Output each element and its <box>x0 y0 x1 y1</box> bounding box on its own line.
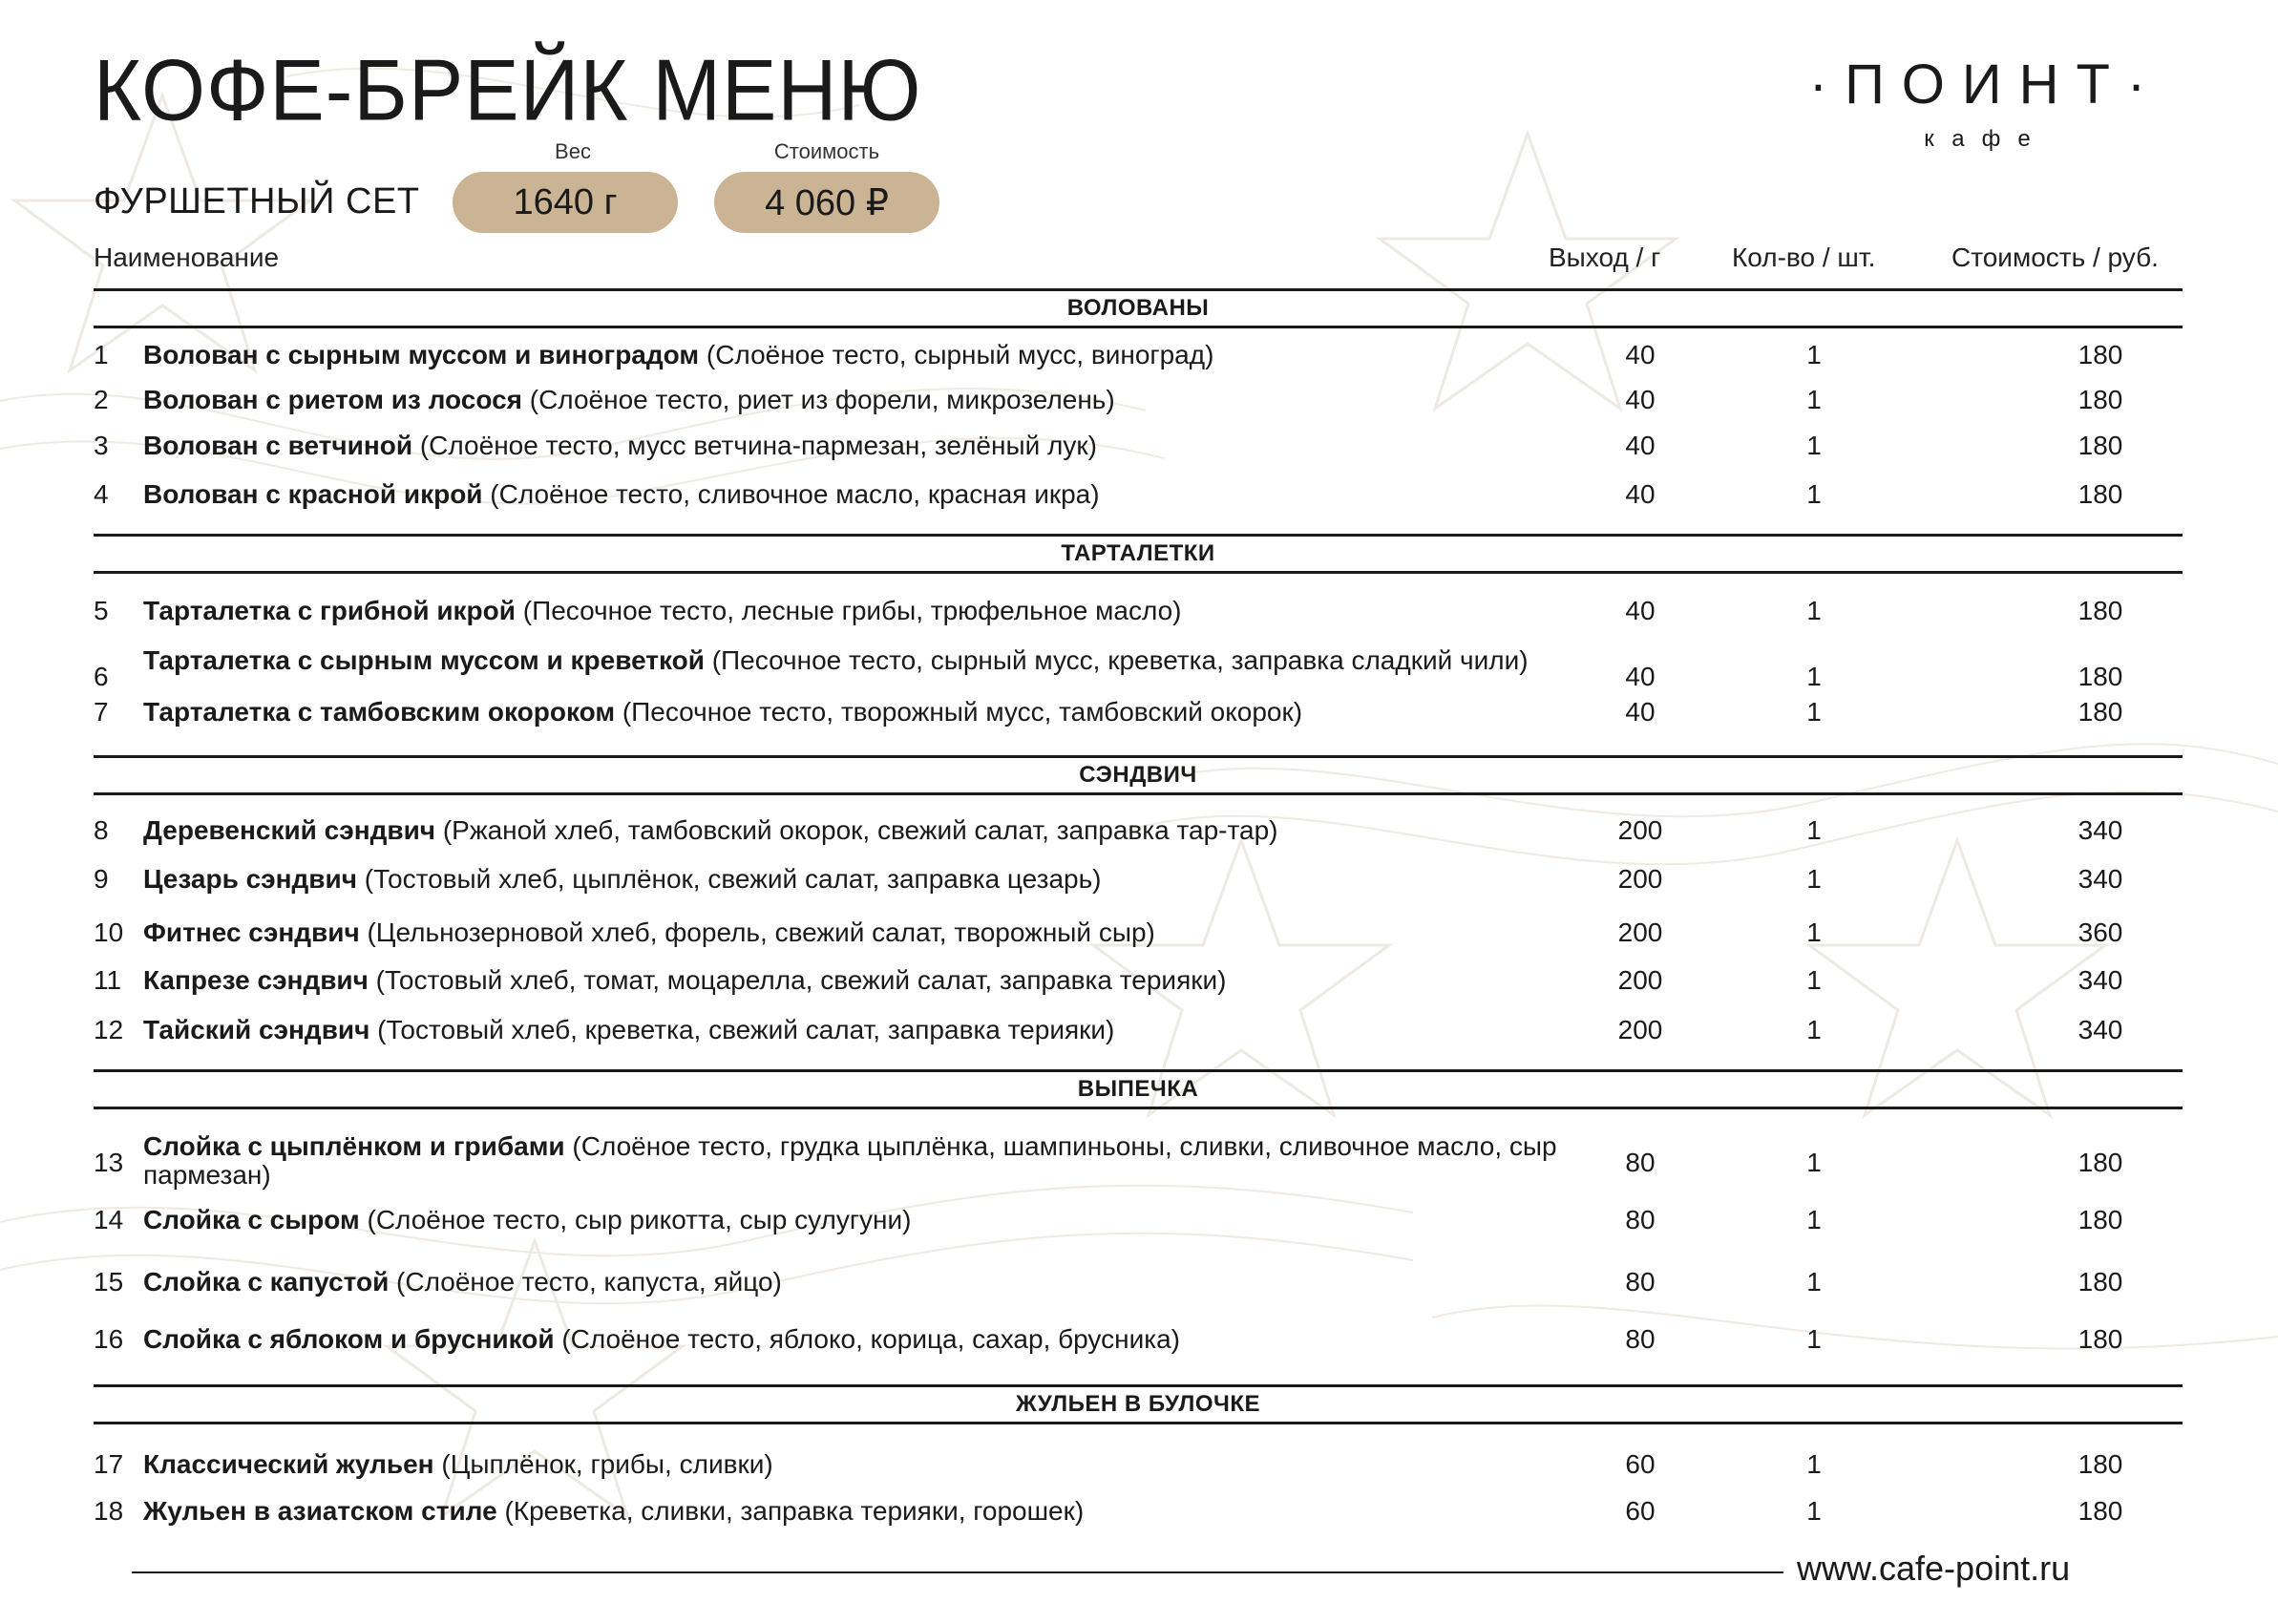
item-title: Тарталетка с грибной икрой <box>143 596 516 625</box>
item-description: (Слоёное тесто, мусс ветчина-пармезан, зелёный лук) <box>412 431 1097 460</box>
item-title: Слойка с сыром <box>143 1205 360 1234</box>
item-price: 360 <box>2078 917 2123 947</box>
item-title: Тайский сэндвич <box>143 1015 370 1044</box>
item-qty: 1 <box>1806 864 1822 894</box>
item-price: 180 <box>2078 1205 2123 1234</box>
item-qty: 1 <box>1806 1324 1822 1354</box>
footer-url[interactable]: www.cafe-point.ru <box>1797 1549 2071 1588</box>
item-weight: 80 <box>1625 1324 1656 1354</box>
item-weight: 40 <box>1625 697 1656 727</box>
column-header-price: Стоимость / руб. <box>1951 243 2159 272</box>
item-description: (Слоёное тесто, капуста, яйцо) <box>389 1267 782 1297</box>
item-title: Фитнес сэндвич <box>143 917 360 947</box>
cafe-logo <box>1795 53 2177 153</box>
logo-main-text: ·ПОИНТ· <box>1808 53 2163 116</box>
item-qty: 1 <box>1806 662 1822 691</box>
item-name <box>143 815 1642 846</box>
section-header: ЖУЛЬЕН В БУЛОЧКЕ <box>94 1384 2183 1424</box>
item-description: (Цыплёнок, грибы, сливки) <box>433 1449 773 1479</box>
item-price: 180 <box>2078 1148 2123 1177</box>
item-weight: 80 <box>1625 1205 1656 1234</box>
item-description: (Тостовый хлеб, креветка, свежий салат, заправка терияки) <box>369 1015 1115 1044</box>
item-description: (Тостовый хлеб, цыплёнок, свежий салат, заправка цезарь) <box>357 864 1102 894</box>
item-price: 180 <box>2078 431 2123 460</box>
item-description: (Слоёное тесто, яблоко, корица, сахар, брусника) <box>554 1324 1180 1354</box>
item-qty: 1 <box>1806 1015 1822 1044</box>
item-title: Волован с риетом из лосося <box>143 385 522 414</box>
row-number: 4 <box>94 479 109 509</box>
item-qty: 1 <box>1806 697 1822 727</box>
item-price: 180 <box>2078 662 2123 691</box>
row-number: 1 <box>94 340 109 369</box>
item-price: 340 <box>2078 864 2123 894</box>
item-name <box>143 646 1594 675</box>
item-description: (Слоёное тесто, сыр рикотта, сыр сулугуни) <box>359 1205 912 1234</box>
item-name <box>143 965 1642 996</box>
row-number: 5 <box>94 596 109 625</box>
page-title: КОФЕ-БРЕЙК МЕНЮ <box>94 42 922 139</box>
row-number: 17 <box>94 1449 124 1479</box>
row-number: 6 <box>94 662 109 691</box>
item-qty: 1 <box>1806 431 1822 460</box>
item-description: (Слоёное тесто, сырный мусс, виноград) <box>699 340 1214 369</box>
item-weight: 200 <box>1617 965 1663 995</box>
item-title: Волован с красной икрой <box>143 479 483 509</box>
item-title: Капрезе сэндвич <box>143 965 369 995</box>
row-number: 10 <box>94 917 124 947</box>
item-price: 180 <box>2078 697 2123 727</box>
item-qty: 1 <box>1806 1449 1822 1479</box>
item-price: 340 <box>2078 1015 2123 1044</box>
item-name <box>143 340 1642 370</box>
item-weight: 200 <box>1617 815 1663 845</box>
section-header: ВЫПЕЧКА <box>94 1069 2183 1109</box>
item-qty: 1 <box>1806 1496 1822 1526</box>
item-weight: 40 <box>1625 431 1656 460</box>
column-header-weight: Выход / г <box>1549 243 1661 272</box>
item-name <box>143 697 1642 728</box>
item-weight: 200 <box>1617 917 1663 947</box>
item-name <box>143 431 1642 461</box>
item-price: 180 <box>2078 385 2123 414</box>
row-number: 2 <box>94 385 109 414</box>
row-number: 18 <box>94 1496 124 1526</box>
item-price: 180 <box>2078 596 2123 625</box>
item-qty: 1 <box>1806 340 1822 369</box>
item-qty: 1 <box>1806 815 1822 845</box>
item-description: (Песочное тесто, лесные грибы, трюфельное масло) <box>515 596 1182 625</box>
section-header: СЭНДВИЧ <box>94 755 2183 795</box>
item-qty: 1 <box>1806 1205 1822 1234</box>
item-name <box>143 1496 1642 1527</box>
item-title: Цезарь сэндвич <box>143 864 357 894</box>
item-name <box>143 1267 1642 1297</box>
item-price: 180 <box>2078 1267 2123 1297</box>
item-description: (Тостовый хлеб, томат, моцарелла, свежий салат, заправка терияки) <box>368 965 1227 995</box>
item-title: Классический жульен <box>143 1449 434 1479</box>
item-description: (Цельнозерновой хлеб, форель, свежий салат, творожный сыр) <box>359 917 1155 947</box>
footer-divider <box>132 1571 1783 1573</box>
item-title: Волован с ветчиной <box>143 431 413 460</box>
item-name <box>143 1205 1642 1235</box>
item-name <box>143 385 1642 415</box>
row-number: 13 <box>94 1148 124 1177</box>
row-number: 8 <box>94 815 109 845</box>
item-title: Деревенский сэндвич <box>143 815 436 845</box>
item-title: Слойка с капустой <box>143 1267 390 1297</box>
item-price: 180 <box>2078 340 2123 369</box>
item-weight: 40 <box>1625 479 1656 509</box>
item-title: Слойка с яблоком и брусникой <box>143 1324 555 1354</box>
item-price: 340 <box>2078 965 2123 995</box>
item-qty: 1 <box>1806 1267 1822 1297</box>
item-qty: 1 <box>1806 385 1822 414</box>
item-qty: 1 <box>1806 1148 1822 1177</box>
item-title: Тарталетка с тамбовским окороком <box>143 697 616 727</box>
column-header-qty: Кол-во / шт. <box>1732 243 1876 272</box>
item-name <box>143 479 1642 510</box>
row-number: 16 <box>94 1324 124 1354</box>
item-price: 180 <box>2078 1324 2123 1354</box>
item-name <box>143 1324 1642 1355</box>
item-name <box>143 1132 1594 1190</box>
item-description: (Слоёное тесто, грудка цыплёнка, шампиньоны, сливки, сливочное масло, сыр пармезан) <box>143 1131 1557 1190</box>
row-number: 12 <box>94 1015 124 1044</box>
item-description: (Песочное тесто, сырный мусс, креветка, заправка сладкий чили) <box>704 645 1529 675</box>
item-name <box>143 596 1642 626</box>
section-header: ТАРТАЛЕТКИ <box>94 534 2183 574</box>
item-name <box>143 917 1642 948</box>
item-description: (Ржаной хлеб, тамбовский окорок, свежий салат, заправка тар-тар) <box>435 815 1278 845</box>
item-description: (Песочное тесто, творожный мусс, тамбовский окорок) <box>615 697 1303 727</box>
item-weight: 40 <box>1625 596 1656 625</box>
item-price: 180 <box>2078 1449 2123 1479</box>
item-title: Жульен в азиатском стиле <box>143 1496 497 1526</box>
set-label: ФУРШЕТНЫЙ СЕТ <box>94 181 420 221</box>
item-qty: 1 <box>1806 596 1822 625</box>
item-qty: 1 <box>1806 917 1822 947</box>
item-title: Волован с сырным муссом и виноградом <box>143 340 700 369</box>
weight-caption: Вес <box>555 139 591 163</box>
item-weight: 40 <box>1625 340 1656 369</box>
row-number: 3 <box>94 431 109 460</box>
item-name <box>143 864 1642 895</box>
item-weight: 200 <box>1617 1015 1663 1044</box>
item-weight: 40 <box>1625 662 1656 691</box>
item-weight: 60 <box>1625 1496 1656 1526</box>
row-number: 14 <box>94 1205 124 1234</box>
item-qty: 1 <box>1806 965 1822 995</box>
item-weight: 80 <box>1625 1148 1656 1177</box>
item-price: 180 <box>2078 1496 2123 1526</box>
item-description: (Слоёное тесто, риет из форели, микрозелень) <box>521 385 1115 414</box>
item-title: Тарталетка с сырным муссом и креветкой <box>143 645 705 675</box>
item-name <box>143 1015 1642 1045</box>
row-number: 7 <box>94 697 109 727</box>
item-weight: 200 <box>1617 864 1663 894</box>
weight-pill: 1640 г <box>453 172 678 233</box>
row-number: 11 <box>94 965 122 995</box>
column-header-name: Наименование <box>94 243 280 272</box>
item-description: (Креветка, сливки, заправка терияки, горошек) <box>496 1496 1085 1526</box>
row-number: 9 <box>94 864 109 894</box>
item-price: 340 <box>2078 815 2123 845</box>
item-weight: 80 <box>1625 1267 1656 1297</box>
item-title: Слойка с цыплёнком и грибами <box>143 1131 565 1161</box>
logo-sub-text: кафе <box>1924 126 2048 152</box>
item-price: 180 <box>2078 479 2123 509</box>
item-description: (Слоёное тесто, сливочное масло, красная икра) <box>482 479 1100 509</box>
item-name <box>143 1449 1642 1480</box>
item-qty: 1 <box>1806 479 1822 509</box>
price-pill: 4 060 ₽ <box>714 172 939 233</box>
section-header: ВОЛОВАНЫ <box>94 288 2183 328</box>
item-weight: 60 <box>1625 1449 1656 1479</box>
price-caption: Стоимость <box>773 139 880 163</box>
item-weight: 40 <box>1625 385 1656 414</box>
row-number: 15 <box>94 1267 124 1297</box>
